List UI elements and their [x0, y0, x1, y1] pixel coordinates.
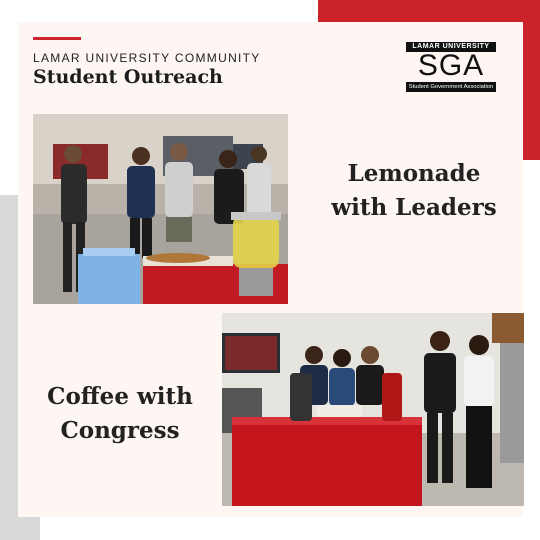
- lemonade-event-photo: [33, 114, 288, 304]
- logo-university-label: LAMAR UNIVERSITY: [406, 42, 496, 52]
- accent-line: [33, 37, 81, 40]
- event-caption-coffee: [28, 380, 212, 448]
- caption-line: with Leaders: [331, 194, 497, 221]
- sga-logo: [406, 42, 496, 92]
- caption-line: Coffee with: [47, 383, 193, 410]
- logo-acronym: SGA: [417, 49, 485, 82]
- caption-line: Congress: [60, 417, 180, 444]
- coffee-event-photo: [222, 313, 524, 506]
- logo-subtitle: Student Government Association: [406, 82, 496, 92]
- event-caption-lemonade: [318, 157, 510, 225]
- header-kicker: LAMAR UNIVERSITY COMMUNITY: [33, 51, 261, 65]
- page-title: Student Outreach: [33, 66, 223, 88]
- caption-line: Lemonade: [347, 160, 481, 187]
